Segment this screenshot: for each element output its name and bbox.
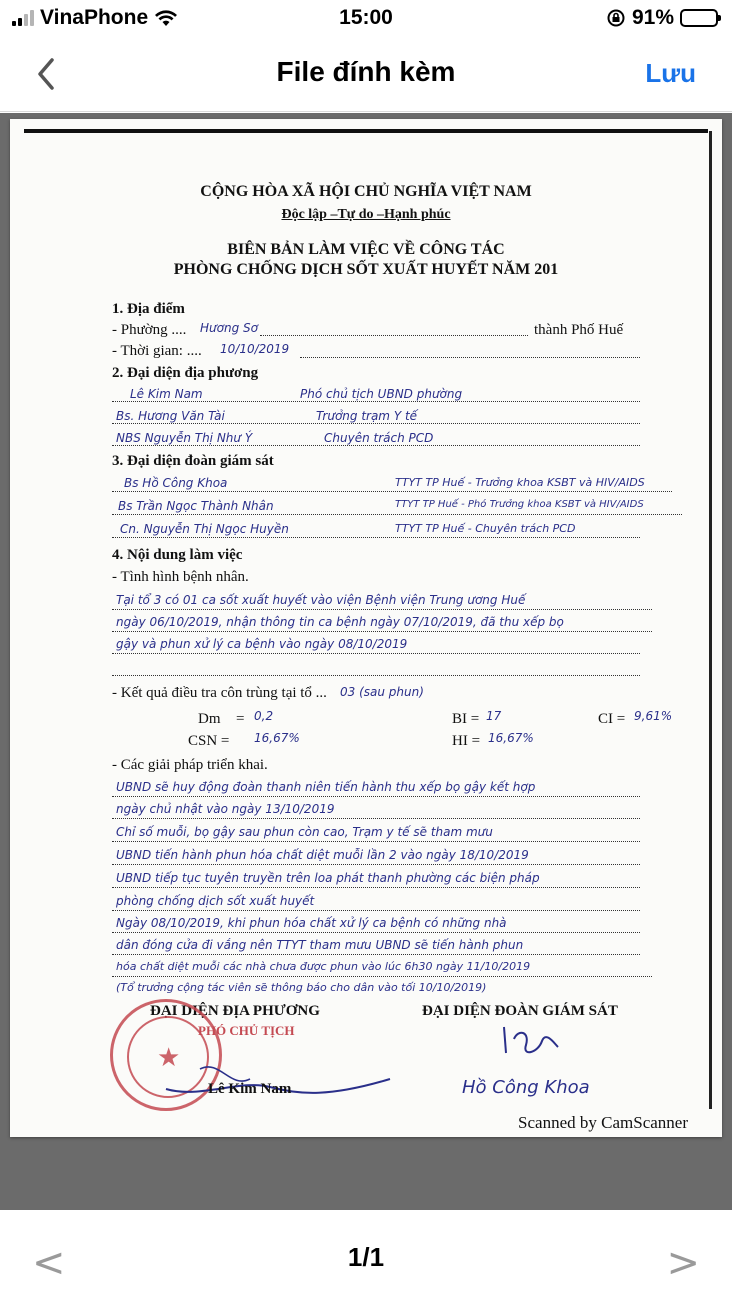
status-right xyxy=(606,6,718,30)
solution-line: Chỉ số muỗi, bọ gậy sau phun còn cao, Trạm y tế sẽ tham mưu xyxy=(116,825,493,839)
time-value: 10/10/2019 xyxy=(220,342,290,356)
dotted-line xyxy=(112,932,640,933)
dotted-line xyxy=(112,818,640,819)
ward-value: Hương Sơ xyxy=(200,321,258,335)
document-viewer[interactable] xyxy=(0,113,732,1210)
star-icon: ★ xyxy=(157,1042,181,1072)
dotted-line xyxy=(112,631,652,632)
dotted-line xyxy=(112,796,640,797)
scanned-document-page[interactable] xyxy=(10,119,722,1137)
solution-line: dân đóng cửa đi vắng nên TTYT tham mưu UBND sẽ tiến hành phun xyxy=(116,938,524,952)
dotted-line xyxy=(112,653,640,654)
hi-label: HI = xyxy=(452,733,481,749)
sig-local-name: Lê Kim Nam xyxy=(208,1081,292,1097)
dotted-line xyxy=(112,401,640,402)
doc-title-line2: PHÒNG CHỐNG DỊCH SỐT XUẤT HUYẾT NĂM 201 xyxy=(173,261,559,278)
dotted-line xyxy=(112,954,640,955)
carrier-name: VinaPhone xyxy=(40,6,149,29)
local-rep-role: Phó chủ tịch UBND phường xyxy=(300,387,463,401)
doc-header-country: CỘNG HÒA XÃ HỘI CHỦ NGHĨA VIỆT NAM xyxy=(200,183,532,200)
team-rep-name: Bs Hồ Công Khoa xyxy=(124,476,228,490)
section-heading: 4. Nội dung làm việc xyxy=(112,547,243,563)
dm-value: 0,2 xyxy=(254,709,274,723)
bi-label: BI = xyxy=(452,711,480,727)
doc-title-line1: BIÊN BẢN LÀM VIỆC VỀ CÔNG TÁC xyxy=(227,241,505,258)
pager-footer xyxy=(0,1210,732,1300)
ci-label: CI = xyxy=(598,711,626,727)
dotted-line xyxy=(112,864,640,865)
sig-team-title: ĐẠI DIỆN ĐOÀN GIÁM SÁT xyxy=(422,1003,618,1019)
orientation-lock-icon xyxy=(606,8,626,28)
status-bar xyxy=(0,0,732,36)
local-rep-name: Bs. Hương Văn Tài xyxy=(116,409,225,423)
dotted-line xyxy=(112,841,640,842)
dotted-line xyxy=(112,445,640,446)
ward-suffix: thành Phố Huế xyxy=(534,322,624,338)
dotted-line xyxy=(300,357,640,358)
solution-line: phòng chống dịch sốt xuất huyết xyxy=(116,894,315,908)
solutions-label: - Các giải pháp triển khai. xyxy=(112,757,268,773)
sig-local-position: PHÓ CHỦ TỊCH xyxy=(198,1023,295,1038)
equals-sign: = xyxy=(236,711,245,727)
dotted-line xyxy=(112,423,640,424)
battery-percent: 91% xyxy=(631,6,674,29)
ci-value: 9,61% xyxy=(634,709,673,723)
page-title: File đính kèm xyxy=(276,56,456,87)
team-rep-name: Cn. Nguyễn Thị Ngọc Huyền xyxy=(120,522,289,536)
dotted-line xyxy=(260,335,528,336)
status-time: 15:00 xyxy=(339,6,393,29)
dotted-line xyxy=(112,537,640,538)
dotted-line xyxy=(112,910,640,911)
dotted-line xyxy=(112,491,672,492)
next-page-button[interactable]: > xyxy=(666,1240,700,1286)
bi-value: 17 xyxy=(486,709,502,723)
local-rep-name: Lê Kim Nam xyxy=(130,387,203,401)
section-heading: 1. Địa điểm xyxy=(112,301,185,317)
team-rep-role: TTYT TP Huế - Trưởng khoa KSBT và HIV/AIDS xyxy=(395,476,645,489)
dotted-line xyxy=(112,976,652,977)
team-rep-role: TTYT TP Huế - Chuyên trách PCD xyxy=(395,522,576,535)
scan-edge xyxy=(24,129,708,133)
dotted-line xyxy=(112,514,682,515)
dotted-line xyxy=(112,609,652,610)
local-rep-role: Chuyên trách PCD xyxy=(324,431,434,445)
survey-value: 03 (sau phun) xyxy=(340,685,424,699)
team-rep-role: TTYT TP Huế - Phó Trưởng khoa KSBT và HIV/AIDS xyxy=(395,499,644,510)
time-label: - Thời gian: .... xyxy=(112,343,202,359)
local-rep-role: Trưởng trạm Y tế xyxy=(316,409,418,423)
section-heading: 2. Đại diện địa phương xyxy=(112,365,259,381)
patient-line: ngày 06/10/2019, nhận thông tin ca bệnh ngày 07/10/2019, đã thu xếp bọ xyxy=(116,615,564,629)
team-rep-name: Bs Trần Ngọc Thành Nhân xyxy=(118,499,274,513)
csn-label: CSN = xyxy=(188,733,230,749)
csn-value: 16,67% xyxy=(254,731,300,745)
sig-local-title: ĐẠI DIỆN ĐỊA PHƯƠNG xyxy=(150,1003,320,1019)
dotted-line xyxy=(112,675,640,676)
doc-header-motto: Độc lập –Tự do –Hạnh phúc xyxy=(281,207,451,222)
solution-line: (Tổ trưởng cộng tác viên sẽ thông báo cho dân vào tối 10/10/2019) xyxy=(116,981,487,994)
team-signature xyxy=(496,1023,566,1063)
previous-page-button[interactable]: < xyxy=(32,1240,66,1286)
page-indicator: 1/1 xyxy=(347,1242,385,1272)
solution-line: hóa chất diệt muỗi các nhà chưa được phun vào lúc 6h30 ngày 11/10/2019 xyxy=(116,960,531,973)
ward-label: - Phường .... xyxy=(112,322,187,338)
survey-label: - Kết quả điều tra côn trùng tại tổ ... xyxy=(112,685,327,701)
nav-bar xyxy=(0,40,732,112)
patient-label: - Tình hình bệnh nhân. xyxy=(112,569,249,585)
solution-line: UBND tiếp tục tuyên truyền trên loa phát thanh phường các biện pháp xyxy=(116,871,540,885)
save-button[interactable]: Lưu xyxy=(645,58,696,88)
solution-line: Ngày 08/10/2019, khi phun hóa chất xử lý ca bệnh có những nhà xyxy=(116,916,507,930)
sig-team-name: Hồ Công Khoa xyxy=(462,1077,590,1098)
dm-label: Dm xyxy=(198,711,221,727)
patient-line: Tại tổ 3 có 01 ca sốt xuất huyết vào viện Bệnh viện Trung ương Huế xyxy=(116,593,526,607)
solution-line: UBND sẽ huy động đoàn thanh niên tiến hành thu xếp bọ gậy kết hợp xyxy=(116,780,536,794)
local-rep-name: NBS Nguyễn Thị Như Ý xyxy=(116,431,253,445)
dotted-line xyxy=(112,887,640,888)
solution-line: UBND tiến hành phun hóa chất diệt muỗi lần 2 vào ngày 18/10/2019 xyxy=(116,848,529,862)
patient-line: gậy và phun xử lý ca bệnh vào ngày 08/10/2019 xyxy=(116,637,408,651)
local-signature xyxy=(160,1049,400,1109)
solution-line: ngày chủ nhật vào ngày 13/10/2019 xyxy=(116,802,335,816)
scanner-credit: Scanned by CamScanner xyxy=(518,1113,688,1132)
battery-icon xyxy=(680,9,718,27)
section-heading: 3. Đại diện đoàn giám sát xyxy=(112,453,274,469)
hi-value: 16,67% xyxy=(488,731,534,745)
